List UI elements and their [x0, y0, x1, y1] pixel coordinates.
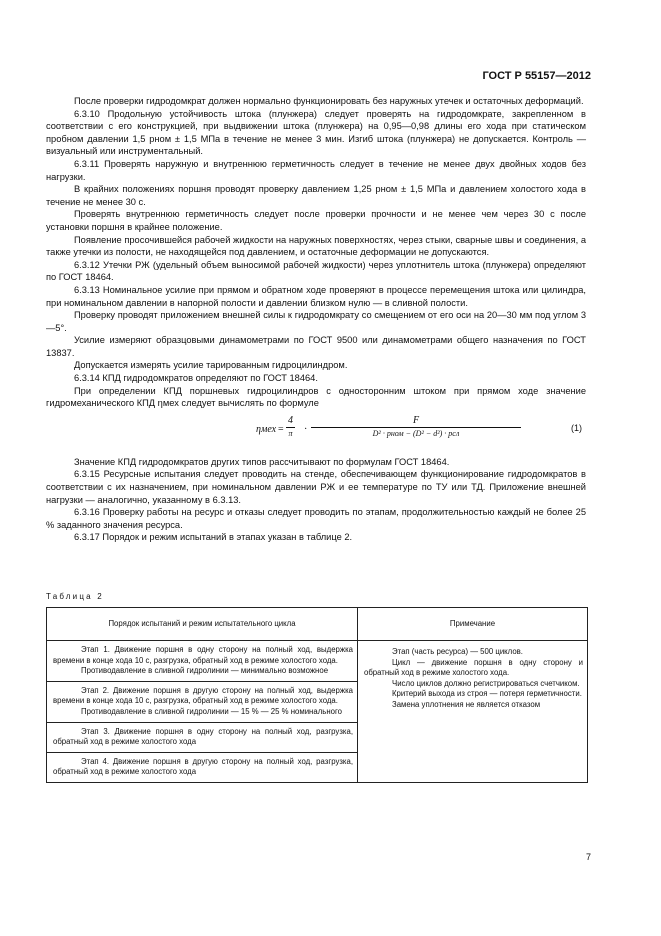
stage-cell	[47, 752, 358, 782]
paragraph: Значение КПД гидродомкратов других типов рассчитывают по формулам ГОСТ 18464.	[74, 456, 450, 467]
page-number: 7	[585, 852, 591, 862]
paragraph: 6.3.10 Продольную устойчивость штока (плунжера) следует проверять на гидродомкрате, закрепленном в соответствии с его конструкцией, при выдвижении штока (плунжера) на 0,95—0,98 длины его хода при статическом пробном давлении 1,5 pном ± 1,5 МПа в течение не менее 3 мин. Изгиб штока (плунжера) не допускается. Контроль — визуальный или инструментальный.	[46, 108, 586, 157]
table-caption: Таблица 2	[46, 592, 104, 601]
paragraph: 6.3.12 Утечки РЖ (удельный объем выносимой рабочей жидкости) через уплотнитель штока (плунжера) определяют по ГОСТ 18464.	[46, 259, 586, 283]
stage-text: Этап 4. Движение поршня в другую сторону на полный ход, разгрузка, обратный ход в режиме холостого хода	[53, 756, 353, 777]
formula-main-fraction	[311, 415, 521, 441]
paragraph: 6.3.11 Проверять наружную и внутреннюю герметичность следует в течение не менее двух двойных ходов без нагрузки.	[46, 158, 586, 182]
notes-cell	[358, 641, 588, 783]
paragraph: 6.3.13 Номинальное усилие при прямом и обратном ходе проверяют в процессе перемещения штока или цилиндра, при номинальном давлении в напорной полости и давлении близком нулю — в сливной полости.	[46, 284, 586, 308]
table-header-row	[47, 608, 588, 641]
note-text: Цикл — движение поршня в одну сторону и обратный ход в режиме холостого хода.	[364, 657, 583, 678]
stage-cell	[47, 722, 358, 752]
coefficient-numerator: 4	[286, 415, 295, 429]
note-text: Критерий выхода из строя — потеря герметичности.	[392, 689, 582, 699]
formula-coefficient	[286, 415, 295, 441]
table-row	[47, 641, 588, 682]
formula-multiply: ·	[304, 423, 308, 435]
stage-text: Противодавление в сливной гидролинии — 15 % — 25 % номинального	[81, 706, 342, 716]
stage-cell	[47, 641, 358, 682]
paragraph: Проверять внутреннюю герметичность следует после проверки прочности и не менее чем через 30 с после установки поршня в крайнее положение.	[46, 209, 586, 232]
note-text: Число циклов должно регистрироваться счетчиком.	[392, 678, 580, 688]
document-header: ГОСТ Р 55157—2012	[482, 70, 591, 82]
paragraph: Допускается измерять усилие тарированным гидроцилиндром.	[74, 360, 348, 371]
paragraph: 6.3.15 Ресурсные испытания следует проводить на стенде, обеспечивающем функционирование гидродомкратов в соответствии с их назначением, при номинальном давлении РЖ и ее температуре по ТУ или ТД. Приложение внешней нагрузки — аналогично, указанному в 6.3.13.	[46, 469, 586, 505]
test-stages-table	[46, 607, 588, 783]
paragraph: Проверку проводят приложением внешней силы к гидродомкрату со смещением от его оси на 20—30 мм под углом 3—5°.	[46, 310, 586, 333]
fraction-denominator: D² · pном − (D² − d²) · pсл	[372, 429, 460, 439]
paragraph: После проверки гидродомкрат должен нормально функционировать без наружных утечек и остаточных деформаций.	[74, 96, 584, 106]
stage-text: Этап 3. Движение поршня в одну сторону на полный ход, разгрузка, обратный ход в режиме холостого хода	[53, 726, 353, 747]
note-text: Этап (часть ресурса) — 500 циклов.	[392, 647, 523, 656]
stage-text: Этап 1. Движение поршня в одну сторону на полный ход, выдержка времени в конце хода 10 с, разгрузка, обратный ход в режиме холостого хода.	[53, 645, 353, 665]
stage-text: Противодавление в сливной гидролинии — минимально возможное	[81, 666, 329, 676]
formula-number: (1)	[571, 422, 582, 433]
fraction-numerator: F	[311, 415, 521, 429]
document-body	[46, 95, 586, 544]
stage-cell	[47, 681, 358, 722]
efficiency-formula	[46, 412, 586, 452]
formula-lhs: ηмех	[256, 423, 277, 435]
paragraph: 6.3.16 Проверку работы на ресурс и отказы следует проводить по этапам, продолжительностью каждый не более 25 % заданного значения ресурса.	[46, 507, 586, 530]
column-header-notes: Примечание	[358, 608, 588, 641]
stage-text: Этап 2. Движение поршня в другую сторону на полный ход, выдержка времени в конце хода 10 с, разгрузка, обратный ход в режиме холостого хода.	[53, 685, 353, 706]
paragraph: 6.3.14 КПД гидродомкратов определяют по ГОСТ 18464.	[74, 373, 318, 384]
paragraph: 6.3.17 Порядок и режим испытаний в этапах указан в таблице 2.	[74, 532, 353, 543]
coefficient-denominator: π	[288, 429, 293, 439]
paragraph: Усилие измеряют образцовыми динамометрами по ГОСТ 9500 или динамометрами общего назначения по ГОСТ 13837.	[46, 335, 586, 358]
paragraph: При определении КПД поршневых гидроцилиндров с односторонним штоком при прямом ходе значение гидромеханического КПД ηмех следует вычислять по формуле	[46, 385, 586, 409]
paragraph: В крайних положениях поршня проводят проверку давлением 1,25 pном ± 1,5 МПа и давлением холостого хода в течение не менее 30 с.	[46, 184, 586, 207]
paragraph: Появление просочившейся рабочей жидкости на наружных поверхностях, через стыки, сварные швы и соединения, а также утечки из полости, не находящейся под давлением, и остаточные деформации не допускаются.	[46, 234, 586, 258]
note-text: Замена уплотнения не является отказом	[392, 699, 541, 709]
formula-equals: =	[278, 423, 284, 435]
column-header-procedure: Порядок испытаний и режим испытательного цикла	[47, 608, 358, 641]
